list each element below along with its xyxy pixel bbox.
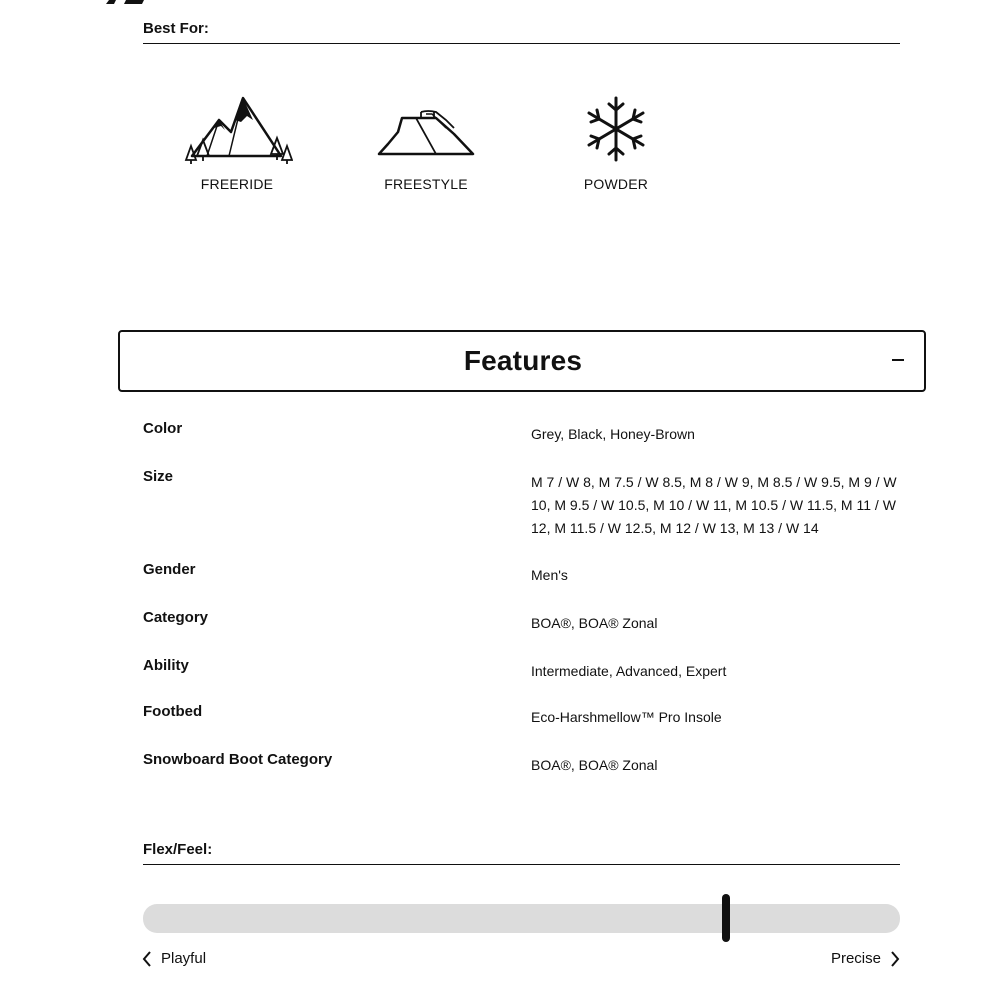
- feature-value: BOA®, BOA® Zonal: [531, 757, 658, 773]
- feature-name: Gender: [143, 561, 196, 578]
- flex-feel-heading: Flex/Feel:: [143, 841, 900, 865]
- activity-freeride: [177, 92, 297, 192]
- activity-label: FREERIDE: [200, 176, 274, 192]
- feature-name: Snowboard Boot Category: [143, 751, 333, 768]
- flex-slider-thumb: [722, 894, 730, 942]
- feature-value: M 7 / W 8, M 7.5 / W 8.5, M 8 / W 9, M 8.5 / W 9.5, M 9 / W 10, M 9.5 / W 10.5, M 10 / W 11, M 10.5 / W 11.5, M 11 / W 12, M 11.5 / W 12.5, M 12 / W 13, M 13 / W 14: [531, 474, 897, 536]
- activity-label: FREESTYLE: [384, 176, 468, 192]
- feature-value: Eco-Harshmellow™ Pro Insole: [531, 709, 722, 725]
- chevron-right-icon: [890, 951, 900, 967]
- feature-value: Intermediate, Advanced, Expert: [531, 663, 727, 679]
- feature-value: BOA®, BOA® Zonal: [531, 615, 658, 631]
- feature-name: Category: [143, 609, 209, 626]
- cropped-header-fragment: [106, 0, 148, 4]
- flex-label-precise: [831, 949, 900, 969]
- feature-name: Size: [143, 468, 174, 485]
- best-for-heading: Best For:: [143, 20, 900, 44]
- terrain-park-icon: [376, 92, 476, 166]
- feature-value: Grey, Black, Honey-Brown: [531, 426, 695, 442]
- activity-powder: [556, 92, 676, 192]
- features-accordion-header[interactable]: [118, 330, 926, 392]
- flex-left-label: Playful: [161, 950, 207, 967]
- chevron-left-icon: [142, 951, 152, 967]
- snowflake-icon: [576, 92, 656, 166]
- flex-slider-track: [143, 904, 900, 933]
- activity-label: POWDER: [583, 176, 649, 192]
- feature-name: Color: [143, 420, 183, 437]
- activity-freestyle: [366, 92, 486, 192]
- feature-name: Ability: [143, 657, 189, 674]
- flex-label-playful: [142, 949, 206, 969]
- feature-name: Footbed: [143, 703, 203, 720]
- flex-right-label: Precise: [830, 950, 881, 967]
- feature-value: Men's: [531, 567, 568, 583]
- minus-icon[interactable]: [892, 359, 904, 361]
- features-title: Features: [463, 345, 583, 376]
- mountain-icon: [181, 92, 293, 166]
